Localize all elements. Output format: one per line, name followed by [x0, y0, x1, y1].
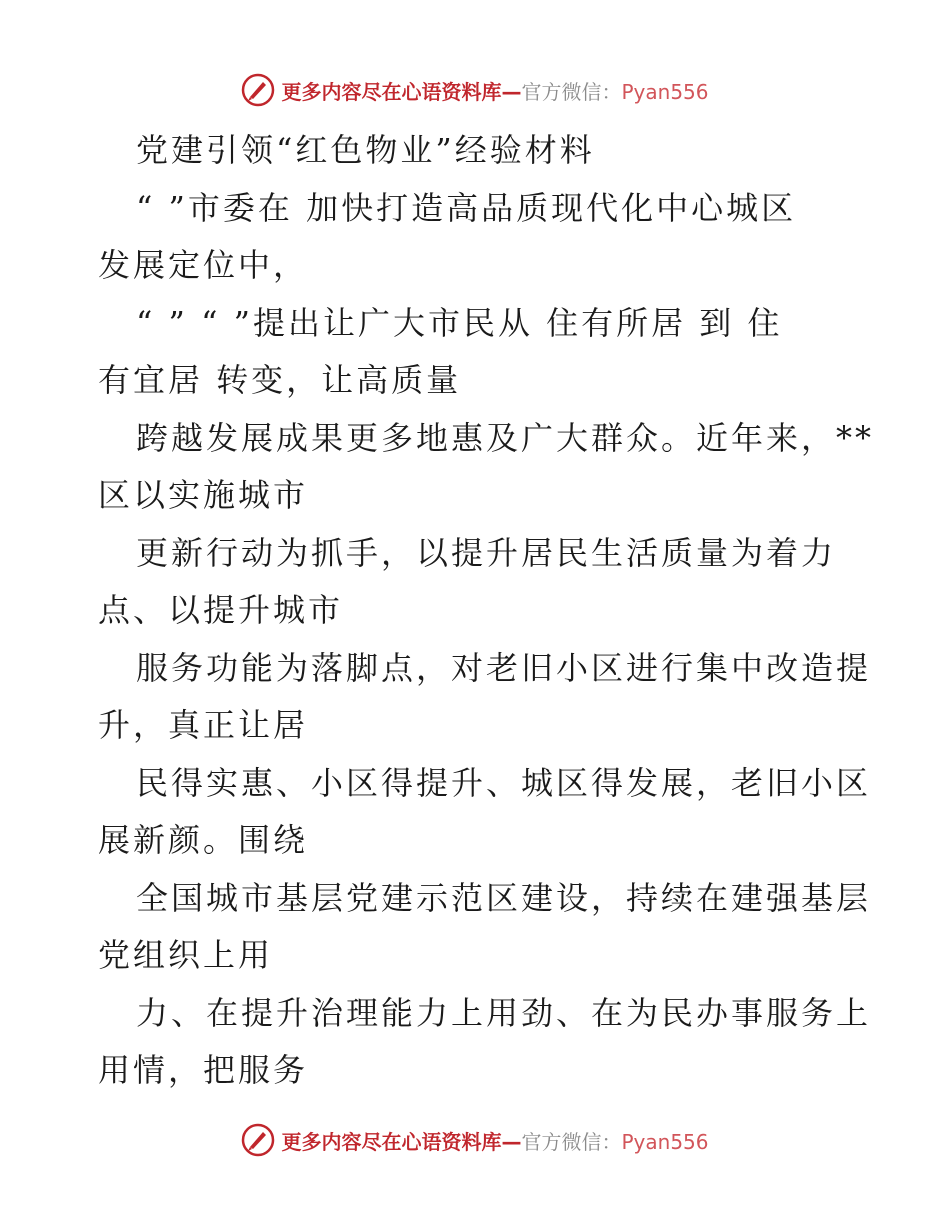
paragraph-line: 展新颜。围绕: [98, 821, 309, 859]
paragraph-line: 发展定位中，: [98, 246, 309, 284]
quill-logo-icon: [241, 1123, 275, 1157]
paragraph-line: 区以实施城市: [98, 476, 309, 514]
watermark-text: 更多内容尽在心语资料库—官方微信：Pyan556: [281, 1129, 709, 1154]
paragraph-line: “ ”市委在 加快打造高品质现代化中心城区: [136, 188, 797, 227]
paragraph-line: 用情，把服务: [98, 1051, 309, 1089]
paragraph-line: 党建引领“红色物业”经验材料: [136, 131, 595, 169]
paragraph-line: 党组织上用: [98, 936, 274, 974]
paragraph-line: 跨越发展成果更多地惠及广大群众。近年来，**: [136, 418, 875, 457]
paragraph-line: 有宜居 转变，让高质量: [98, 361, 462, 399]
watermark-id: Pyan556: [621, 1129, 709, 1154]
paragraph-line: 全国城市基层党建示范区建设，持续在建强基层: [136, 878, 872, 917]
paragraph-line: 民得实惠、小区得提升、城区得发展，老旧小区: [136, 763, 872, 802]
watermark-tail: 官方微信：: [521, 79, 622, 104]
paragraph-line: 点、以提升城市: [98, 591, 344, 629]
watermark-text: 更多内容尽在心语资料库—官方微信：Pyan556: [281, 79, 709, 104]
footer-watermark: [0, 1120, 950, 1160]
watermark-tail: 官方微信：: [521, 1129, 622, 1154]
quill-logo-icon: [241, 73, 275, 107]
paragraph-line: 更新行动为抓手，以提升居民生活质量为着力: [136, 533, 837, 572]
paragraph-line: 力、在提升治理能力上用劲、在为民办事服务上: [136, 993, 872, 1032]
watermark-id: Pyan556: [621, 79, 709, 104]
paragraph-line: “ ” “ ”提出让广大市民从 住有所居 到 住: [136, 303, 783, 342]
header-watermark: [0, 70, 950, 110]
paragraph-line: 升，真正让居: [98, 706, 309, 744]
paragraph-line: 服务功能为落脚点，对老旧小区进行集中改造提: [136, 648, 872, 687]
document-body: [98, 122, 875, 1100]
